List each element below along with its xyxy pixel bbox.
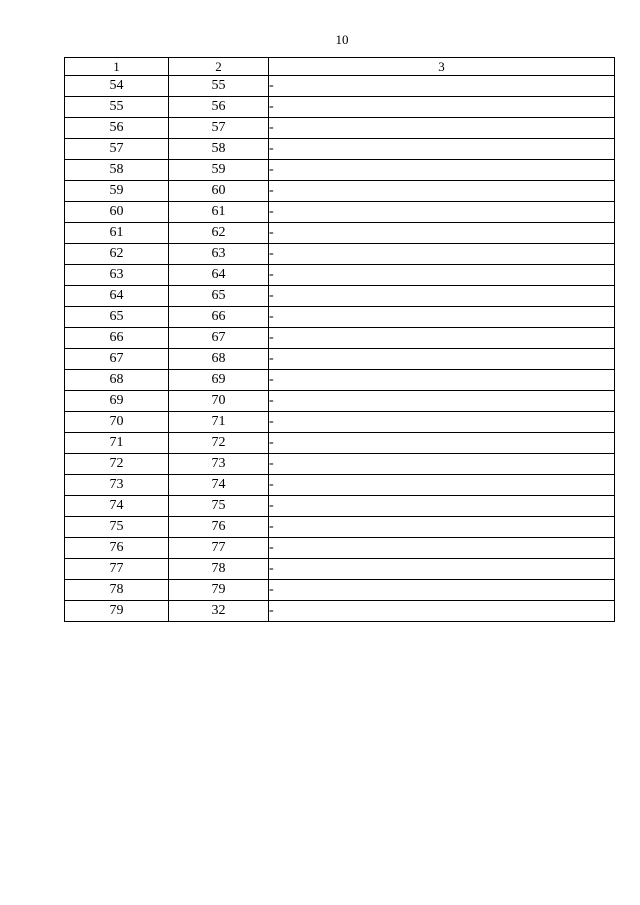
table-cell-col-3: - bbox=[269, 223, 615, 244]
table-cell-col-2: 60 bbox=[169, 181, 269, 202]
table-cell-col-2: 65 bbox=[169, 286, 269, 307]
table-cell-col-3: - bbox=[269, 328, 615, 349]
table-header bbox=[65, 58, 615, 76]
table-cell-col-1: 57 bbox=[65, 139, 169, 160]
table-cell-col-1: 72 bbox=[65, 454, 169, 475]
table-cell-col-3: - bbox=[269, 349, 615, 370]
table-cell-col-3: - bbox=[269, 580, 615, 601]
table-cell-col-2: 74 bbox=[169, 475, 269, 496]
table-cell-col-3: - bbox=[269, 265, 615, 286]
table-row bbox=[65, 454, 615, 475]
table-cell-col-1: 63 bbox=[65, 265, 169, 286]
table-cell-col-2: 72 bbox=[169, 433, 269, 454]
table-cell-col-2: 57 bbox=[169, 118, 269, 139]
table-cell-col-1: 65 bbox=[65, 307, 169, 328]
table-cell-col-2: 78 bbox=[169, 559, 269, 580]
table-cell-col-3: - bbox=[269, 601, 615, 622]
table-cell-col-3: - bbox=[269, 118, 615, 139]
table-cell-col-2: 75 bbox=[169, 496, 269, 517]
table-cell-col-3: - bbox=[269, 244, 615, 265]
table-cell-col-2: 58 bbox=[169, 139, 269, 160]
table-cell-col-3: - bbox=[269, 202, 615, 223]
table-cell-col-3: - bbox=[269, 181, 615, 202]
table-row bbox=[65, 601, 615, 622]
table-cell-col-2: 64 bbox=[169, 265, 269, 286]
table-row bbox=[65, 391, 615, 412]
table-cell-col-1: 74 bbox=[65, 496, 169, 517]
table-cell-col-3: - bbox=[269, 412, 615, 433]
table-row bbox=[65, 517, 615, 538]
table-row bbox=[65, 475, 615, 496]
table-cell-col-2: 73 bbox=[169, 454, 269, 475]
table-cell-col-3: - bbox=[269, 433, 615, 454]
table-cell-col-2: 56 bbox=[169, 97, 269, 118]
table-row bbox=[65, 307, 615, 328]
table-cell-col-1: 54 bbox=[65, 76, 169, 97]
table-cell-col-3: - bbox=[269, 475, 615, 496]
table-cell-col-3: - bbox=[269, 454, 615, 475]
table-cell-col-1: 62 bbox=[65, 244, 169, 265]
table-row bbox=[65, 370, 615, 391]
table-cell-col-3: - bbox=[269, 76, 615, 97]
table-cell-col-2: 76 bbox=[169, 517, 269, 538]
table-row bbox=[65, 559, 615, 580]
table-row bbox=[65, 265, 615, 286]
table-row bbox=[65, 76, 615, 97]
table-row bbox=[65, 118, 615, 139]
table-row bbox=[65, 223, 615, 244]
table-cell-col-2: 55 bbox=[169, 76, 269, 97]
table-row bbox=[65, 328, 615, 349]
table-cell-col-3: - bbox=[269, 160, 615, 181]
table-cell-col-1: 66 bbox=[65, 328, 169, 349]
table-row bbox=[65, 181, 615, 202]
table-row bbox=[65, 286, 615, 307]
table-row bbox=[65, 580, 615, 601]
table-row bbox=[65, 538, 615, 559]
table-cell-col-1: 64 bbox=[65, 286, 169, 307]
table-cell-col-1: 76 bbox=[65, 538, 169, 559]
table-cell-col-1: 59 bbox=[65, 181, 169, 202]
table-cell-col-3: - bbox=[269, 286, 615, 307]
table-cell-col-3: - bbox=[269, 370, 615, 391]
column-header-3: 3 bbox=[269, 58, 615, 76]
table-cell-col-2: 79 bbox=[169, 580, 269, 601]
header-row bbox=[65, 58, 615, 76]
table-cell-col-2: 68 bbox=[169, 349, 269, 370]
table-body bbox=[65, 76, 615, 622]
table-cell-col-2: 69 bbox=[169, 370, 269, 391]
table-cell-col-3: - bbox=[269, 97, 615, 118]
page-number: 10 bbox=[335, 32, 349, 47]
table-cell-col-3: - bbox=[269, 559, 615, 580]
table-row bbox=[65, 139, 615, 160]
table-cell-col-1: 78 bbox=[65, 580, 169, 601]
table-cell-col-1: 58 bbox=[65, 160, 169, 181]
table-cell-col-1: 56 bbox=[65, 118, 169, 139]
table-cell-col-3: - bbox=[269, 139, 615, 160]
table-cell-col-2: 70 bbox=[169, 391, 269, 412]
table-row bbox=[65, 202, 615, 223]
column-header-1: 1 bbox=[65, 58, 169, 76]
table-cell-col-3: - bbox=[269, 538, 615, 559]
table-cell-col-1: 73 bbox=[65, 475, 169, 496]
table-cell-col-3: - bbox=[269, 496, 615, 517]
table-cell-col-2: 66 bbox=[169, 307, 269, 328]
table-cell-col-2: 71 bbox=[169, 412, 269, 433]
table-cell-col-3: - bbox=[269, 391, 615, 412]
table-row bbox=[65, 160, 615, 181]
table-row bbox=[65, 244, 615, 265]
table-cell-col-3: - bbox=[269, 517, 615, 538]
table-cell-col-3: - bbox=[269, 307, 615, 328]
table-cell-col-2: 77 bbox=[169, 538, 269, 559]
table-cell-col-1: 70 bbox=[65, 412, 169, 433]
table-cell-col-1: 77 bbox=[65, 559, 169, 580]
table-cell-col-2: 59 bbox=[169, 160, 269, 181]
table-cell-col-2: 63 bbox=[169, 244, 269, 265]
data-table bbox=[64, 57, 615, 622]
table-cell-col-1: 60 bbox=[65, 202, 169, 223]
table-cell-col-1: 68 bbox=[65, 370, 169, 391]
table-row bbox=[65, 349, 615, 370]
table-cell-col-2: 62 bbox=[169, 223, 269, 244]
table-cell-col-2: 61 bbox=[169, 202, 269, 223]
table-row bbox=[65, 97, 615, 118]
table-cell-col-2: 67 bbox=[169, 328, 269, 349]
table-cell-col-1: 67 bbox=[65, 349, 169, 370]
table-cell-col-1: 71 bbox=[65, 433, 169, 454]
table-cell-col-1: 61 bbox=[65, 223, 169, 244]
column-header-2: 2 bbox=[169, 58, 269, 76]
table-cell-col-1: 79 bbox=[65, 601, 169, 622]
table-cell-col-1: 69 bbox=[65, 391, 169, 412]
table-cell-col-1: 75 bbox=[65, 517, 169, 538]
table-row bbox=[65, 433, 615, 454]
table-row bbox=[65, 496, 615, 517]
table-cell-col-1: 55 bbox=[65, 97, 169, 118]
table-row bbox=[65, 412, 615, 433]
table-cell-col-2: 32 bbox=[169, 601, 269, 622]
